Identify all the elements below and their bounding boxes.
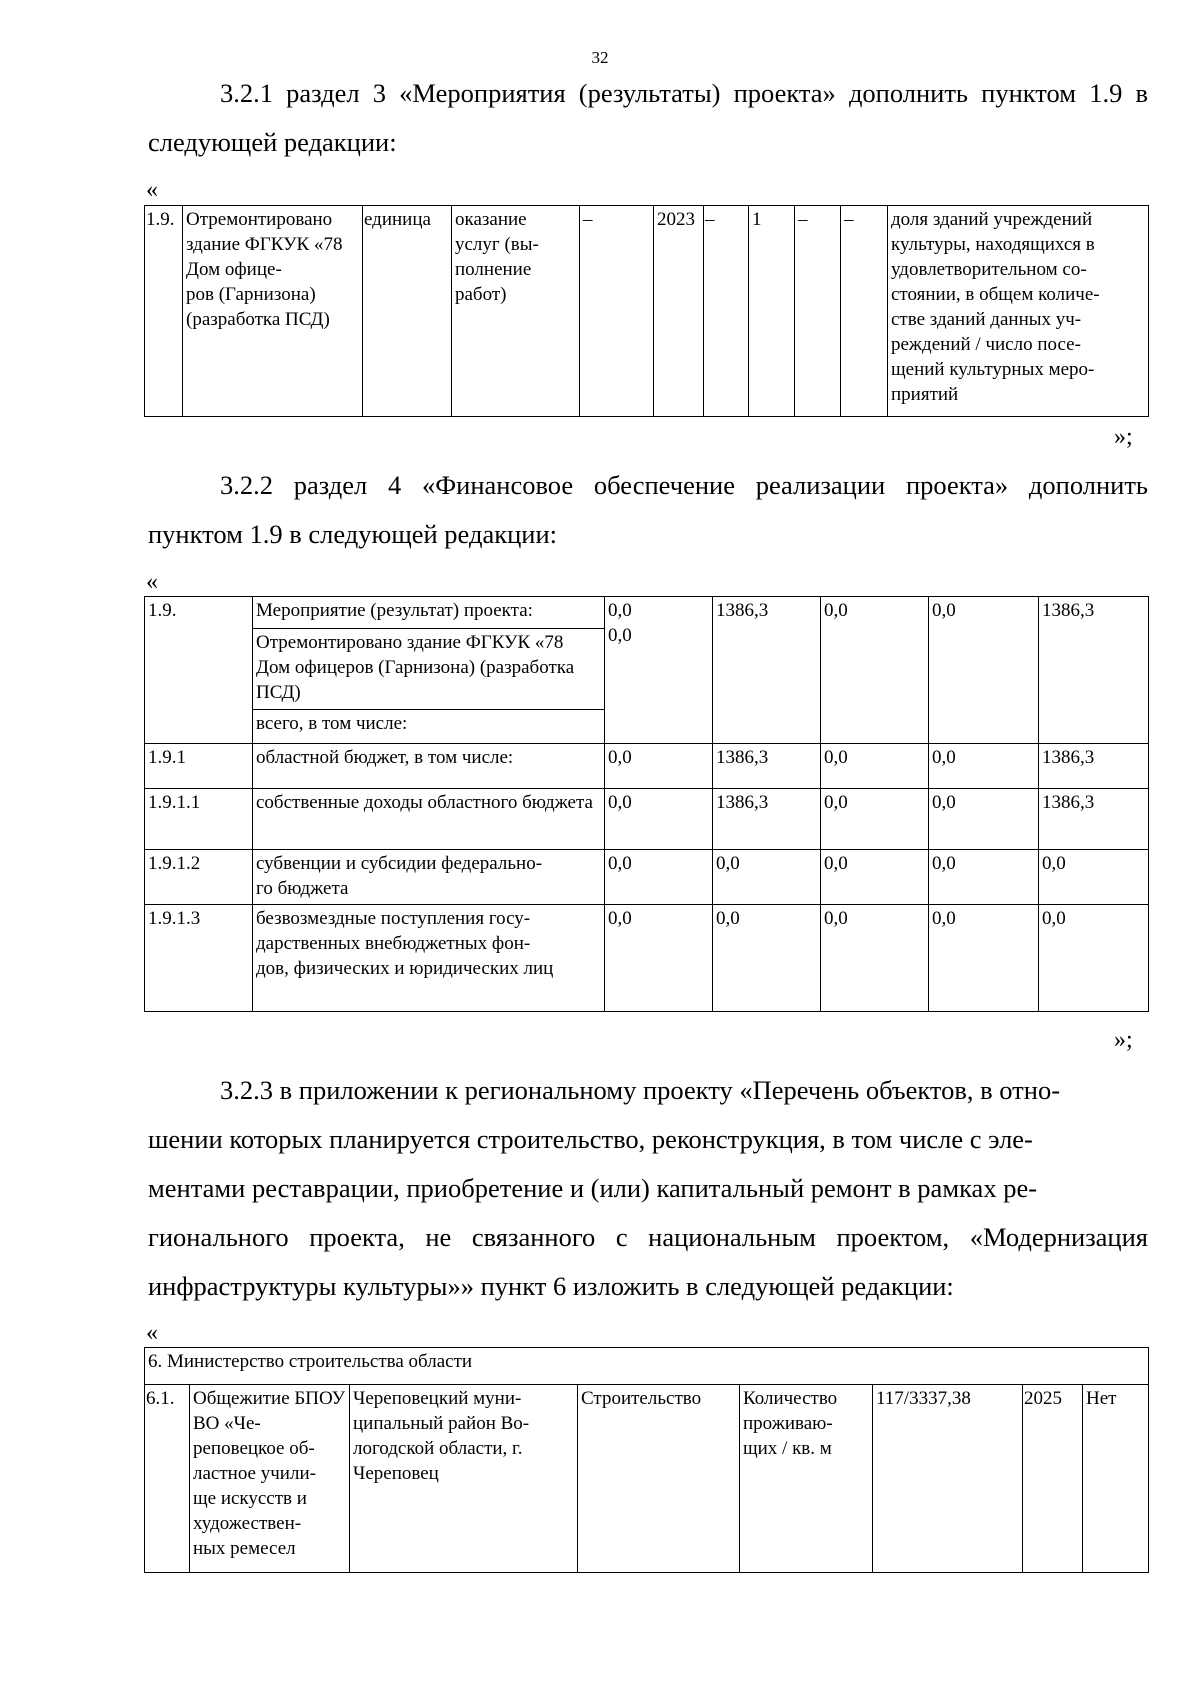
financing-table — [144, 596, 1149, 1012]
measure-unit: Количество проживаю- щих / кв. м — [740, 1385, 873, 1573]
object-name: Общежитие БПОУ ВО «Че- реповецкое об- ластное учили- ще искусств и художествен- ных ремесел — [190, 1385, 350, 1573]
value-2: 1386,3 — [713, 597, 821, 744]
value-3: 0,0 — [821, 744, 929, 789]
value-5: 0,0 — [1039, 905, 1149, 1012]
table-row — [145, 1348, 1149, 1385]
table-row — [145, 1385, 1149, 1573]
label-total: всего, в том числе: — [253, 710, 605, 744]
row-label: собственные доходы областного бюджета — [253, 789, 605, 850]
value-5: 1386,3 — [1039, 789, 1149, 850]
value-2: 0,0 — [713, 850, 821, 905]
row-number: 1.9.1.3 — [145, 905, 253, 1012]
open-quote-1: « — [146, 177, 158, 203]
value-2: 1386,3 — [713, 789, 821, 850]
cell-9: – — [795, 206, 841, 417]
close-quote-2: »; — [1114, 1027, 1133, 1053]
table-row — [145, 905, 1149, 1012]
value-5: 0,0 — [1039, 850, 1149, 905]
row-number: 1.9. — [145, 206, 183, 417]
row-number: 1.9.1 — [145, 744, 253, 789]
table-row — [145, 744, 1149, 789]
row-label: безвозмездные поступления госу- дарственных внебюджетных фон- дов, физических и юридических лиц — [253, 905, 605, 1012]
value-2: 1386,3 — [713, 744, 821, 789]
value-4: 0,0 — [929, 597, 1039, 744]
value-3: 0,0 — [821, 597, 929, 744]
open-quote-2: « — [146, 569, 158, 595]
row-number: 1.9.1.1 — [145, 789, 253, 850]
row-label: областной бюджет, в том числе: — [253, 744, 605, 789]
row-number: 1.9. — [145, 597, 253, 744]
value-4: 0,0 — [929, 744, 1039, 789]
indicator: доля зданий учреждений культуры, находящихся в удовлетворительном со- стоянии, в общем количе- стве зданий данных уч- реждений / число посе- щений культурных меро- приятий — [888, 206, 1149, 417]
value-1: 0,0 — [605, 789, 713, 850]
paragraph-3-2-2: 3.2.2 раздел 4 «Финансовое обеспечение реализации проекта» дополнить пунктом 1.9 в следующей редакции: — [148, 470, 1148, 549]
capacity-value: 117/3337,38 — [873, 1385, 1023, 1573]
table-row — [145, 597, 1149, 629]
flag: Нет — [1083, 1385, 1149, 1573]
cell-5: – — [580, 206, 654, 417]
row-number: 1.9.1.2 — [145, 850, 253, 905]
activities-table — [144, 205, 1149, 417]
paragraph-3-2-1: 3.2.1 раздел 3 «Мероприятия (результаты) проекта» дополнить пунктом 1.9 в следующей редакции: — [148, 78, 1148, 157]
value-4: 0,0 — [929, 905, 1039, 1012]
table-row — [145, 850, 1149, 905]
cell-10: – — [841, 206, 888, 417]
unit: единица — [363, 206, 452, 417]
cell-8: 1 — [749, 206, 795, 417]
label-activity: Мероприятие (результат) проекта: — [253, 597, 605, 629]
value-3: 0,0 — [821, 789, 929, 850]
activity-name: Отремонтировано здание ФГКУК «78 Дом офице- ров (Гарнизона) (разработка ПСД) — [183, 206, 363, 417]
value-1: 0,0 0,0 — [605, 597, 713, 744]
ministry-header: 6. Министерство строительства области — [145, 1348, 1149, 1385]
cell-7: – — [704, 206, 749, 417]
value-1: 0,0 — [605, 905, 713, 1012]
value-4: 0,0 — [929, 850, 1039, 905]
page-number: 32 — [591, 48, 609, 67]
value-2: 0,0 — [713, 905, 821, 1012]
objects-table — [144, 1347, 1149, 1573]
paragraph-3-2-3: 3.2.3 в приложении к региональному проекту «Перечень объектов, в отно- шении которых планируется строительство, реконструкция, в том числе с эле- ментами реставрации, приобретение и (или) капитальный ремонт в рамках ре- гионального проекта, не связанного с национальным проектом, «Модернизация инфраструктуры культуры»» пункт 6 изложить в следующей редакции: — [148, 1075, 1148, 1301]
object-location: Череповецкий муни- ципальный район Во- логодской области, г. Череповец — [350, 1385, 578, 1573]
open-quote-3: « — [146, 1320, 158, 1346]
value-4: 0,0 — [929, 789, 1039, 850]
close-quote-1: »; — [1114, 424, 1133, 450]
row-label: субвенции и субсидии федерально- го бюджета — [253, 850, 605, 905]
value-5: 1386,3 — [1039, 744, 1149, 789]
table-row — [145, 206, 1149, 417]
value-3: 0,0 — [821, 850, 929, 905]
value-1: 0,0 — [605, 850, 713, 905]
value-1: 0,0 — [605, 744, 713, 789]
label-object: Отремонтировано здание ФГКУК «78 Дом офицеров (Гарнизона) (разработка ПСД) — [253, 629, 605, 710]
value-3: 0,0 — [821, 905, 929, 1012]
row-number: 6.1. — [145, 1385, 190, 1573]
value-5: 1386,3 — [1039, 597, 1149, 744]
work-type: Строительство — [578, 1385, 740, 1573]
table-row — [145, 789, 1149, 850]
year: 2023 — [654, 206, 704, 417]
completion-year: 2025 — [1023, 1385, 1083, 1573]
activity-type: оказание услуг (вы- полнение работ) — [452, 206, 580, 417]
